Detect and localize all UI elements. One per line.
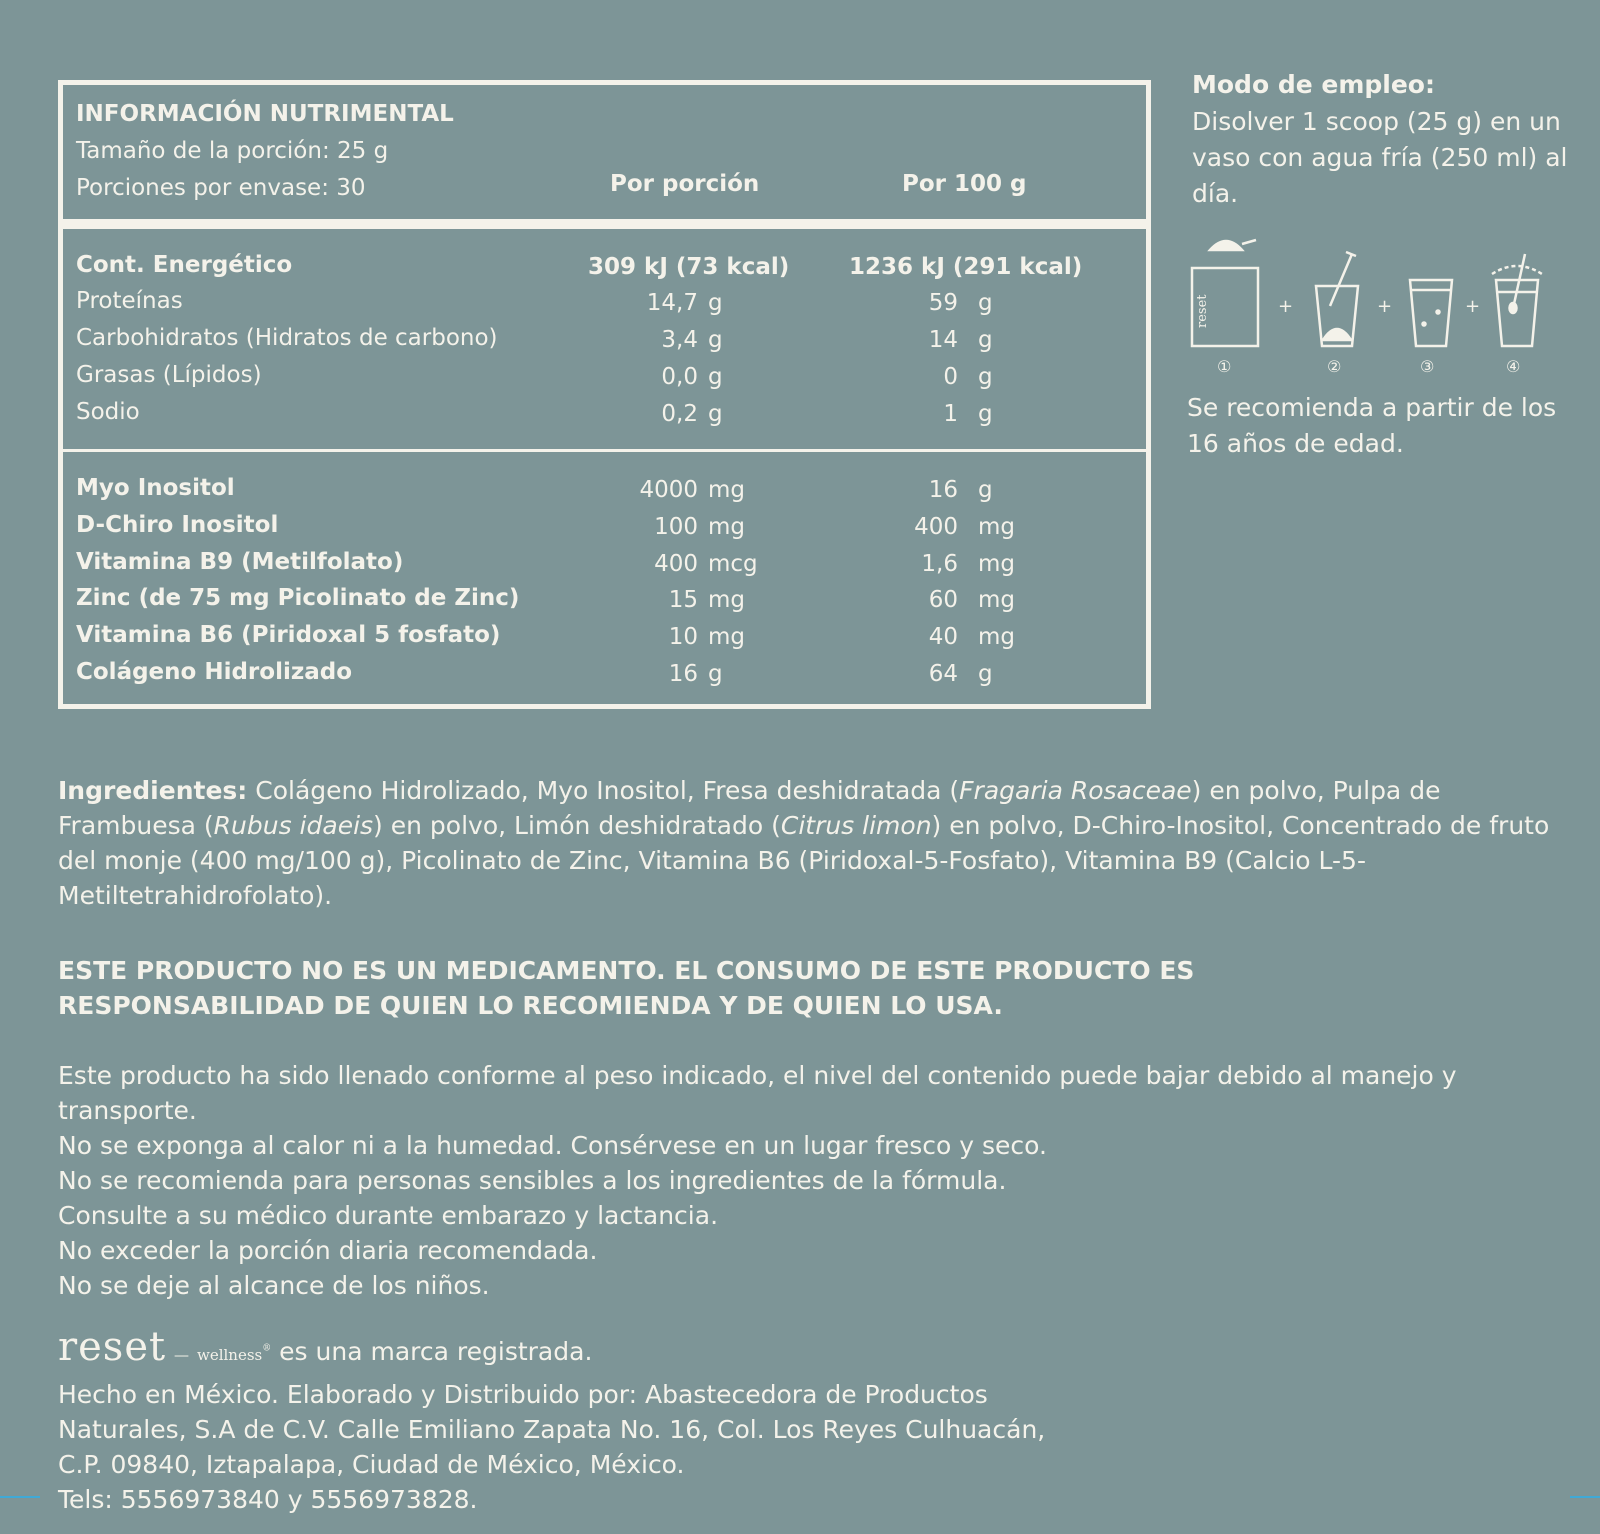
col-header-per-serving: Por porción: [610, 171, 760, 197]
supp-unit-serving: mg: [708, 514, 746, 540]
energy-label: Cont. Energético: [76, 252, 293, 278]
scientific-name: Rubus idaeis: [213, 811, 374, 840]
row-value-100g: 1: [943, 401, 958, 427]
supp-unit-100g: mg: [978, 624, 1016, 650]
row-unit-100g: g: [978, 364, 993, 390]
bag-label: reset: [1195, 294, 1210, 328]
brand-logo: reset: [58, 1324, 167, 1370]
supp-unit-100g: mg: [978, 514, 1016, 540]
row-unit-100g: g: [978, 290, 993, 316]
glass-stirring-icon: [1492, 254, 1542, 346]
supp-label: Zinc (de 75 mg Picolinato de Zinc): [76, 585, 520, 611]
usage-steps-illustration: [1180, 228, 1550, 378]
supp-label: Myo Inositol: [76, 475, 235, 501]
supp-value-100g: 60: [928, 587, 958, 613]
notes-block: [58, 1058, 1558, 1303]
step-number: ①: [1217, 357, 1232, 376]
note-line: No se deje al alcance de los niños.: [58, 1271, 490, 1300]
supp-value-serving: 10: [668, 624, 698, 650]
powder-bag-icon: [1192, 240, 1258, 346]
row-value-serving: 14,7: [646, 290, 698, 316]
medication-warning: [58, 953, 1558, 1023]
row-label: Sodio: [76, 399, 140, 425]
manufacturer-info: [58, 1377, 1558, 1517]
row-value-serving: 0,2: [661, 401, 698, 427]
step-number: ③: [1420, 357, 1435, 376]
supp-value-100g: 40: [928, 624, 958, 650]
footer-line: C.P. 09840, Iztapalapa, Ciudad de México, México.: [58, 1450, 685, 1479]
supp-value-serving: 400: [654, 551, 698, 577]
nutrition-table: [58, 80, 1151, 709]
brand-text: es una marca registrada.: [271, 1337, 593, 1366]
supp-unit-serving: mcg: [708, 551, 758, 577]
glass-with-water-icon: [1410, 280, 1452, 346]
supp-value-100g: 64: [928, 661, 958, 687]
footer-line: Hecho en México. Elaborado y Distribuido por: Abastecedora de Productos: [58, 1380, 988, 1409]
glass-with-powder-icon: [1316, 252, 1358, 346]
row-label: Carbohidratos (Hidratos de carbono): [76, 325, 498, 351]
col-header-per-100g: Por 100 g: [902, 171, 1027, 197]
supp-label: Vitamina B6 (Piridoxal 5 fosfato): [76, 622, 501, 648]
ingredients-text: ) en polvo, D-Chiro-Inositol, Concentrado de fruto del monje (400 mg/100 g), Picolinato de Zinc, Vitamina B6 (Piridoxal-5-Fosfato), Vitamina B9 (Calcio L-5-Metiltetrahidrofolato).: [58, 811, 1550, 910]
row-value-serving: 3,4: [661, 327, 698, 353]
supp-label: Colágeno Hidrolizado: [76, 659, 353, 685]
note-line: Consulte a su médico durante embarazo y lactancia.: [58, 1201, 719, 1230]
nutrition-title: INFORMACIÓN NUTRIMENTAL: [76, 101, 454, 127]
supp-unit-serving: mg: [708, 587, 746, 613]
scientific-name: Citrus limon: [780, 811, 932, 840]
note-line: No se exponga al calor ni a la humedad. Consérvese en un lugar fresco y seco.: [58, 1131, 1047, 1160]
header-divider: [63, 219, 1146, 229]
supp-value-serving: 100: [654, 514, 698, 540]
supp-unit-serving: mg: [708, 477, 746, 503]
plus-sign: +: [1465, 296, 1481, 317]
supp-value-serving: 16: [668, 661, 698, 687]
energy-per-100g: 1236 kJ (291 kcal): [849, 254, 1083, 280]
row-value-100g: 0: [943, 364, 958, 390]
supp-unit-100g: g: [978, 661, 993, 687]
supp-unit-100g: mg: [978, 551, 1016, 577]
plus-sign: +: [1278, 296, 1294, 317]
supp-unit-serving: g: [708, 661, 723, 687]
plus-sign: +: [1377, 296, 1393, 317]
row-value-100g: 59: [928, 290, 958, 316]
supp-unit-serving: mg: [708, 624, 746, 650]
scientific-name: Fragaria Rosaceae: [959, 776, 1192, 805]
row-unit-serving: g: [708, 364, 723, 390]
supp-label: Vitamina B9 (Metilfolato): [76, 549, 404, 575]
row-unit-serving: g: [708, 327, 723, 353]
serving-size: Tamaño de la porción: 25 g: [76, 138, 389, 164]
brand-line: [58, 1324, 1558, 1373]
ingredients-text: Colágeno Hidrolizado, Myo Inositol, Fresa deshidratada (: [247, 776, 960, 805]
supp-unit-100g: g: [978, 477, 993, 503]
step-number: ④: [1506, 357, 1521, 376]
ingredients-label: Ingredientes:: [58, 776, 248, 805]
edge-mark-left: [0, 1496, 40, 1498]
edge-mark-right: [1570, 1496, 1600, 1498]
registered-mark: ®: [262, 1343, 272, 1354]
note-line: Este producto ha sido llenado conforme al peso indicado, el nivel del contenido puede bajar debido al manejo y transporte.: [58, 1061, 1457, 1125]
row-label: Grasas (Lípidos): [76, 362, 262, 388]
note-line: No exceder la porción diaria recomendada.: [58, 1236, 598, 1265]
warning-line: RESPONSABILIDAD DE QUIEN LO RECOMIENDA Y DE QUIEN LO USA.: [58, 991, 1003, 1020]
usage-title: Modo de empleo:: [1192, 70, 1435, 99]
row-unit-100g: g: [978, 327, 993, 353]
ingredients-text: ) en polvo, Pulpa de Frambuesa (: [58, 776, 1441, 840]
warning-line: ESTE PRODUCTO NO ES UN MEDICAMENTO. EL CONSUMO DE ESTE PRODUCTO ES: [58, 956, 1195, 985]
brand-dash: —: [174, 1346, 190, 1364]
ingredients-text: ) en polvo, Limón deshidratado (: [373, 811, 781, 840]
row-unit-100g: g: [978, 401, 993, 427]
section-divider: [63, 449, 1146, 452]
supp-unit-100g: mg: [978, 587, 1016, 613]
ingredients-paragraph: [58, 773, 1558, 913]
brand-wellness: wellness: [196, 1346, 263, 1364]
row-unit-serving: g: [708, 401, 723, 427]
row-value-serving: 0,0: [661, 364, 698, 390]
usage-text: Disolver 1 scoop (25 g) en un vaso con agua fría (250 ml) al día.: [1192, 107, 1568, 208]
note-line: No se recomienda para personas sensibles a los ingredientes de la fórmula.: [58, 1166, 1007, 1195]
row-label: Proteínas: [76, 288, 183, 314]
row-value-100g: 14: [928, 327, 958, 353]
age-recommendation: Se recomienda a partir de los 16 años de edad.: [1187, 393, 1557, 458]
servings-per-container: Porciones por envase: 30: [76, 175, 366, 201]
step-number: ②: [1327, 357, 1342, 376]
supp-label: D-Chiro Inositol: [76, 512, 279, 538]
row-unit-serving: g: [708, 290, 723, 316]
footer-line: Naturales, S.A de C.V. Calle Emiliano Zapata No. 16, Col. Los Reyes Culhuacán,: [58, 1415, 1046, 1444]
supp-value-100g: 16: [928, 477, 958, 503]
supp-value-serving: 15: [668, 587, 698, 613]
supp-value-100g: 1,6: [921, 551, 958, 577]
supp-value-100g: 400: [914, 514, 958, 540]
footer-line: Tels: 5556973840 y 5556973828.: [58, 1485, 478, 1514]
energy-per-serving: 309 kJ (73 kcal): [588, 254, 790, 280]
supp-value-serving: 4000: [639, 477, 698, 503]
